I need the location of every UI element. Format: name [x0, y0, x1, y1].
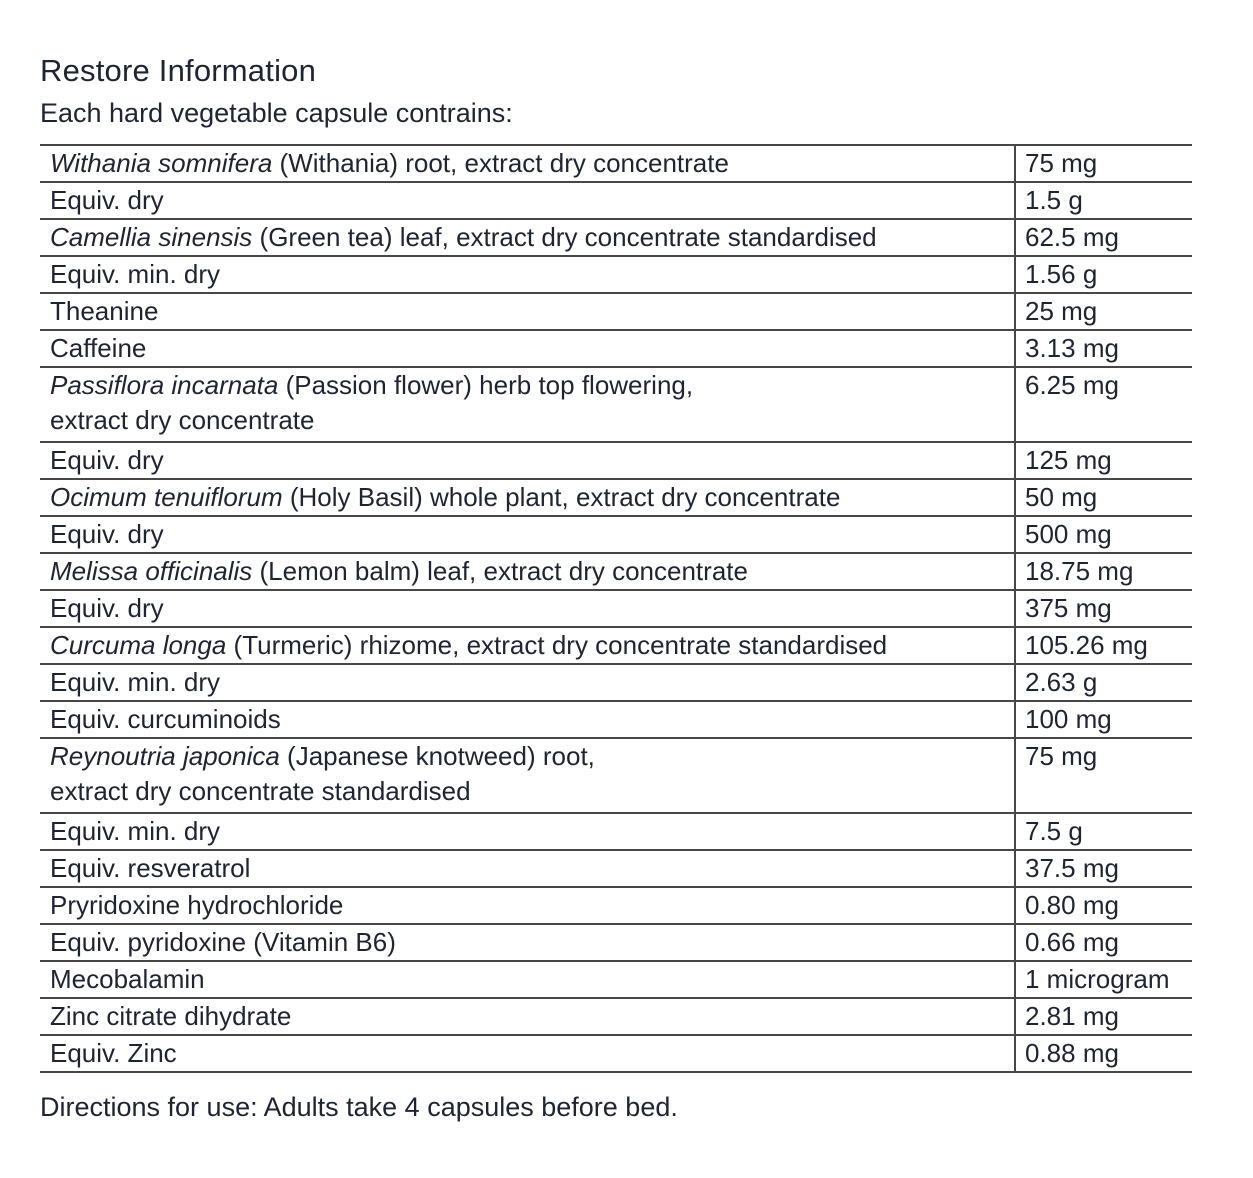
- ingredient-name-cell: Equiv. min. dry: [40, 256, 1015, 293]
- ingredient-amount-cell: 2.63 g: [1025, 667, 1098, 697]
- ingredient-amount-cell: 0.88 mg: [1025, 1038, 1119, 1068]
- ingredient-latin-name: Reynoutria japonica: [50, 741, 280, 771]
- ingredient-name-cell: Ocimum tenuiflorum (Holy Basil) whole plant, extract dry concentrate: [40, 479, 1015, 516]
- ingredient-amount-cell: 50 mg: [1025, 482, 1098, 512]
- ingredient-amount-cell: 1 microgram: [1025, 964, 1170, 994]
- table-row: [40, 367, 1192, 442]
- ingredient-name-cell: Equiv. resveratrol: [40, 850, 1015, 887]
- directions-text: Directions for use: Adults take 4 capsules before bed.: [40, 1092, 678, 1122]
- ingredient-name-cell: Equiv. pyridoxine (Vitamin B6): [40, 924, 1015, 961]
- ingredient-name-cell: Mecobalamin: [40, 961, 1015, 998]
- table-row: [40, 590, 1192, 627]
- table-row: [40, 145, 1192, 182]
- ingredient-amount-cell: 100 mg: [1025, 704, 1112, 734]
- table-row: [40, 256, 1192, 293]
- ingredient-name-cell: Curcuma longa (Turmeric) rhizome, extract dry concentrate standardised: [40, 627, 1015, 664]
- ingredient-name-cell: Pryridoxine hydrochloride: [40, 887, 1015, 924]
- ingredient-amount-cell: 375 mg: [1025, 593, 1112, 623]
- table-row: [40, 664, 1192, 701]
- ingredient-name-cell: Caffeine: [40, 330, 1015, 367]
- table-row: [40, 516, 1192, 553]
- ingredient-amount-cell: 125 mg: [1025, 445, 1112, 475]
- ingredient-name-cell: Equiv. curcuminoids: [40, 701, 1015, 738]
- table-row: [40, 813, 1192, 850]
- ingredient-amount-cell: 75 mg: [1025, 148, 1098, 178]
- ingredient-amount-cell: 7.5 g: [1025, 816, 1083, 846]
- ingredient-amount-cell: 105.26 mg: [1025, 630, 1148, 660]
- table-row: [40, 961, 1192, 998]
- ingredient-amount-cell: 1.5 g: [1025, 185, 1083, 215]
- ingredient-amount-cell: 500 mg: [1025, 519, 1112, 549]
- table-row: [40, 479, 1192, 516]
- page-title: Restore Information: [40, 53, 317, 88]
- ingredient-amount-cell: 1.56 g: [1025, 259, 1098, 289]
- ingredient-latin-name: Withania somnifera: [50, 148, 273, 178]
- ingredients-table-body: [40, 145, 1192, 1072]
- ingredient-name-cell: Equiv. dry: [40, 442, 1015, 479]
- ingredient-latin-name: Melissa officinalis: [50, 556, 253, 586]
- ingredient-latin-name: Camellia sinensis: [50, 222, 253, 252]
- ingredient-name-cell: Passiflora incarnata (Passion flower) herb top flowering, extract dry concentrate: [40, 367, 1015, 442]
- ingredient-name-cell: Equiv. Zinc: [40, 1035, 1015, 1072]
- table-row: [40, 850, 1192, 887]
- ingredient-amount-cell: 75 mg: [1025, 741, 1098, 771]
- table-row: [40, 553, 1192, 590]
- ingredient-amount-cell: 18.75 mg: [1025, 556, 1134, 586]
- ingredient-name-line2: extract dry concentrate: [50, 405, 315, 435]
- ingredient-amount-cell: 3.13 mg: [1025, 333, 1119, 363]
- table-row: [40, 293, 1192, 330]
- ingredient-amount-cell: 62.5 mg: [1025, 222, 1119, 252]
- ingredient-name-cell: Theanine: [40, 293, 1015, 330]
- ingredient-amount-cell: 0.80 mg: [1025, 890, 1119, 920]
- table-row: [40, 442, 1192, 479]
- ingredient-amount-cell: 25 mg: [1025, 296, 1098, 326]
- table-row: [40, 330, 1192, 367]
- ingredient-name-cell: Reynoutria japonica (Japanese knotweed) root, extract dry concentrate standardised: [40, 738, 1015, 813]
- ingredient-latin-name: Passiflora incarnata: [50, 370, 279, 400]
- table-row: [40, 738, 1192, 813]
- ingredient-name-cell: Equiv. dry: [40, 516, 1015, 553]
- ingredients-table: [40, 144, 1192, 1073]
- ingredient-name-cell: Equiv. min. dry: [40, 813, 1015, 850]
- table-row: [40, 219, 1192, 256]
- table-row: [40, 627, 1192, 664]
- ingredient-name-cell: Camellia sinensis (Green tea) leaf, extract dry concentrate standardised: [40, 219, 1015, 256]
- ingredient-amount-cell: 2.81 mg: [1025, 1001, 1119, 1031]
- ingredient-name-cell: Zinc citrate dihydrate: [40, 998, 1015, 1035]
- ingredient-latin-name: Ocimum tenuiflorum: [50, 482, 283, 512]
- table-row: [40, 887, 1192, 924]
- table-row: [40, 182, 1192, 219]
- page-subtitle: Each hard vegetable capsule contrains:: [40, 98, 513, 128]
- ingredient-name-line2: extract dry concentrate standardised: [50, 776, 471, 806]
- ingredient-name-cell: Melissa officinalis (Lemon balm) leaf, extract dry concentrate: [40, 553, 1015, 590]
- table-row: [40, 701, 1192, 738]
- ingredient-latin-name: Curcuma longa: [50, 630, 227, 660]
- ingredient-amount-cell: 0.66 mg: [1025, 927, 1119, 957]
- ingredient-amount-cell: 6.25 mg: [1025, 370, 1119, 400]
- ingredient-name-cell: Equiv. min. dry: [40, 664, 1015, 701]
- table-row: [40, 998, 1192, 1035]
- ingredient-amount-cell: 37.5 mg: [1025, 853, 1119, 883]
- ingredient-name-cell: Equiv. dry: [40, 182, 1015, 219]
- ingredient-name-cell: Withania somnifera (Withania) root, extract dry concentrate: [40, 145, 1015, 182]
- table-row: [40, 924, 1192, 961]
- table-row: [40, 1035, 1192, 1072]
- ingredient-name-cell: Equiv. dry: [40, 590, 1015, 627]
